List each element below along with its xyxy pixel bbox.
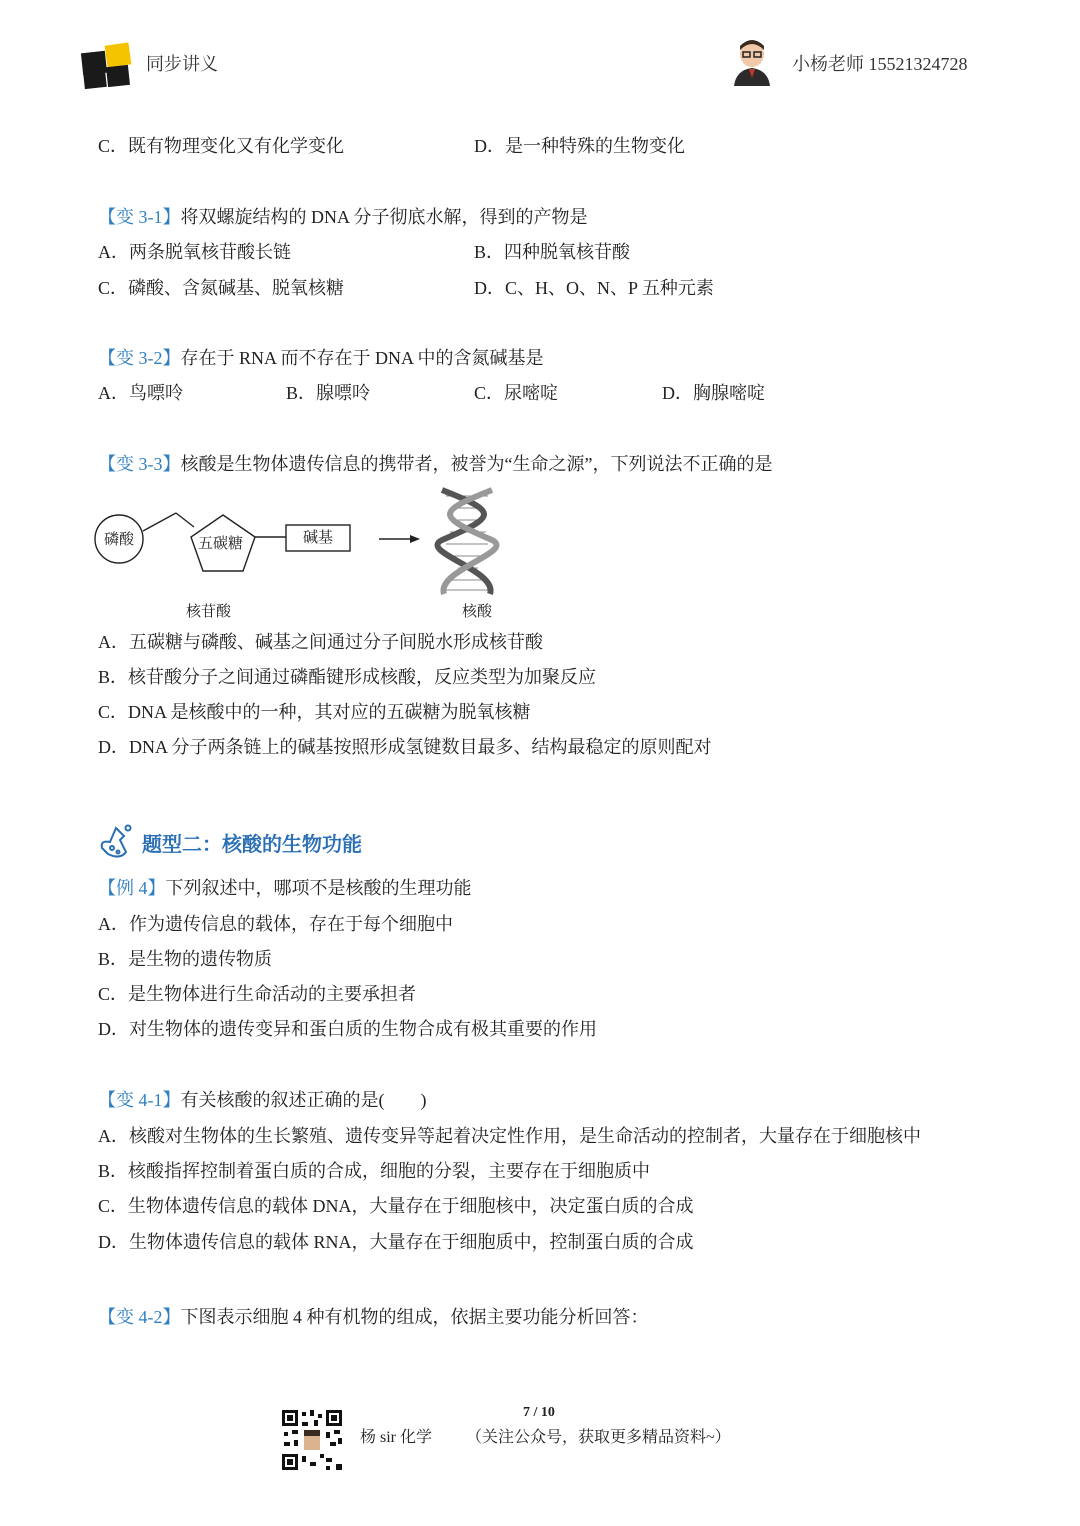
v4-1-option-a: A．核酸对生物体的生长繁殖、遗传变异等起着决定性作用，是生命活动的控制者，大量存在于细胞核中 [98,1126,921,1146]
v3-1-stem [98,205,588,229]
v3-1-option-b: B．四种脱氧核苷酸 [474,242,631,262]
v4-2-tag: 【变 4-2】 [98,1307,181,1327]
v4-1-option-c: C．生物体遗传信息的载体 DNA，大量存在于细胞核中，决定蛋白质的合成 [98,1196,694,1216]
diagram-base-label: 碱基 [303,530,334,546]
diagram-phosphate-label: 磷酸 [104,532,135,548]
ex4-option-a: A．作为遗传信息的载体，存在于每个细胞中 [98,914,453,934]
v3-1-stem-text: 将双螺旋结构的 DNA 分子彻底水解，得到的产物是 [180,207,588,227]
v3-3-option-c: C．DNA 是核酸中的一种，其对应的五碳糖为脱氧核糖 [98,702,531,722]
diagram-nucleotide-caption: 核苷酸 [186,604,232,620]
v3-3-stem [98,452,772,476]
diagram-nucleic-acid-caption: 核酸 [462,604,493,620]
logo-icon [80,42,136,90]
qr-code-icon [280,1408,344,1472]
flask-icon [96,822,136,862]
v3-3-option-b: B．核苷酸分子之间通过磷酯键形成核酸，反应类型为加聚反应 [98,667,597,687]
v4-1-tag: 【变 4-1】 [98,1090,181,1110]
footer-brand: 杨 sir 化学 [360,1429,433,1446]
v3-3-option-a: A．五碳糖与磷酸、碱基之间通过分子间脱水形成核苷酸 [98,632,543,652]
header-contact: 小杨老师 15521324728 [792,54,968,74]
v3-1-option-c: C．磷酸、含氮碱基、脱氧核糖 [98,278,345,298]
dna-helix-image [428,486,508,598]
ex4-option-c: C．是生物体进行生命活动的主要承担者 [98,984,417,1004]
ex4-tag: 【例 4】 [98,878,166,898]
v3-1-tag: 【变 3-1】 [98,207,181,227]
teacher-avatar-icon [732,38,772,86]
v4-1-option-d: D．生物体遗传信息的载体 RNA，大量存在于细胞质中，控制蛋白质的合成 [98,1232,694,1252]
ex4-option-b: B．是生物的遗传物质 [98,949,273,969]
v4-1-option-b: B．核酸指挥控制着蛋白质的合成，细胞的分裂，主要存在于细胞质中 [98,1161,651,1181]
footer-page-number: 7 / 10 [523,1405,555,1420]
ex4-option-d: D．对生物体的遗传变异和蛋白质的生物合成有极其重要的作用 [98,1019,597,1039]
v4-1-stem-text: 有关核酸的叙述正确的是( ) [180,1090,427,1110]
v3-2-option-a: A．鸟嘌呤 [98,383,183,403]
v3-1-option-d: D．C、H、O、N、P 五种元素 [474,278,714,298]
v3-3-option-d: D．DNA 分子两条链上的碱基按照形成氢键数目最多、结构最稳定的原则配对 [98,737,712,757]
header-title: 同步讲义 [146,54,218,74]
v3-2-tag: 【变 3-2】 [98,348,181,368]
v3-2-option-d: D．胸腺嘧啶 [662,383,765,403]
header [0,0,1080,100]
v4-2-stem [98,1305,649,1329]
v3-3-tag: 【变 3-3】 [98,454,181,474]
v3-2-option-c: C．尿嘧啶 [474,383,559,403]
v4-1-stem [98,1088,427,1112]
footer-slogan: （关注公众号，获取更多精品资料~） [466,1429,731,1446]
v3-2-stem [98,346,544,370]
diagram-pentose-label: 五碳糖 [198,536,244,552]
v4-2-stem-text: 下图表示细胞 4 种有机物的组成，依据主要功能分析回答： [180,1307,649,1327]
v3-2-option-b: B．腺嘌呤 [286,383,371,403]
v3-1-option-a: A．两条脱氧核苷酸长链 [98,242,291,262]
ex4-stem-text: 下列叙述中，哪项不是核酸的生理功能 [165,878,472,898]
section-title: 题型二：核酸的生物功能 [142,832,362,856]
q3-option-c: C．既有物理变化又有化学变化 [98,136,345,156]
q3-option-d: D．是一种特殊的生物变化 [474,136,685,156]
v3-3-stem-text: 核酸是生物体遗传信息的携带者，被誉为“生命之源”，下列说法不正确的是 [180,454,773,474]
ex4-stem [98,876,472,900]
v3-2-stem-text: 存在于 RNA 而不存在于 DNA 中的含氮碱基是 [180,348,544,368]
